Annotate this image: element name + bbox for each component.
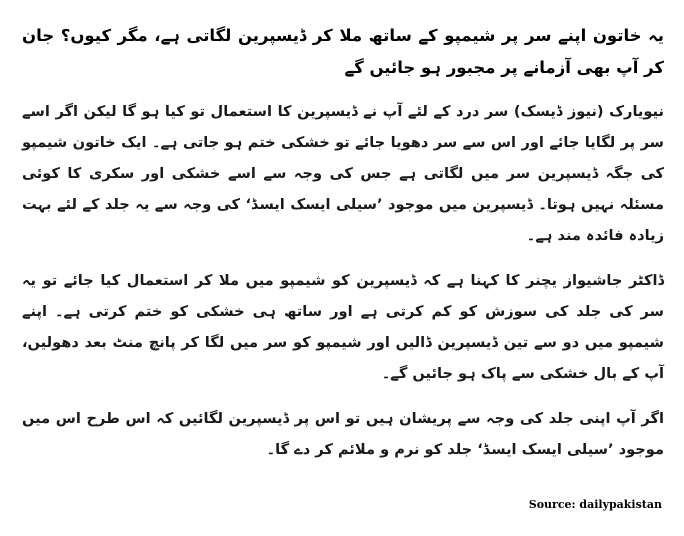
article-paragraph: نیویارک (نیوز ڈیسک) سر درد کے لئے آپ نے ڈیسپرین کا استعمال تو کیا ہو گا لیکن اگر اسے سر پر لگایا جائے اور اس سے سر دھویا جائے تو خشکی ختم ہو جاتی ہے۔ ایک خاتون شیمپو کی جگہ ڈیسپرین سر میں لگاتی ہے جس کی وجہ سے اسے خشکی اور سکری کا کوئی مسئلہ نہیں ہوتا۔ ڈیسپرین میں موجود ’سیلی ایسک ایسڈ‘ کی وجہ سے یہ جلد کے لئے بہت زیادہ فائدہ مند ہے۔ [22, 103, 664, 244]
source-credit: Source: dailypakistan [528, 498, 662, 511]
article-headline: یہ خاتون اپنے سر پر شیمپو کے ساتھ ملا کر ڈیسپرین لگاتی ہے، مگر کیوں؟ جان کر آپ بھی آزمانے پر مجبور ہو جائیں گے [22, 26, 664, 77]
article-body [22, 20, 664, 479]
article-paragraph: ڈاکٹر جاشیواز یچنر کا کہنا ہے کہ ڈیسپرین کو شیمپو میں ملا کر استعمال کیا جائے تو یہ سر کی جلد کی سوزش کو کم کرتی ہے اور ساتھ ہی خشکی کو ختم کرتی ہے۔ اپنے شیمپو میں دو سے تین ڈیسپرین ڈالیں اور شیمپو کو سر میں لگا کر پانچ منٹ بعد دھولیں، آپ کے بال خشکی سے پاک ہو جائیں گے۔ [22, 272, 664, 382]
article-paragraph: اگر آپ اپنی جلد کی وجہ سے پریشان ہیں تو اس پر ڈیسپرین لگائیں کہ اس طرح اس میں موجود ’سیلی ایسک ایسڈ‘ جلد کو نرم و ملائم کر دے گا۔ [22, 410, 664, 458]
